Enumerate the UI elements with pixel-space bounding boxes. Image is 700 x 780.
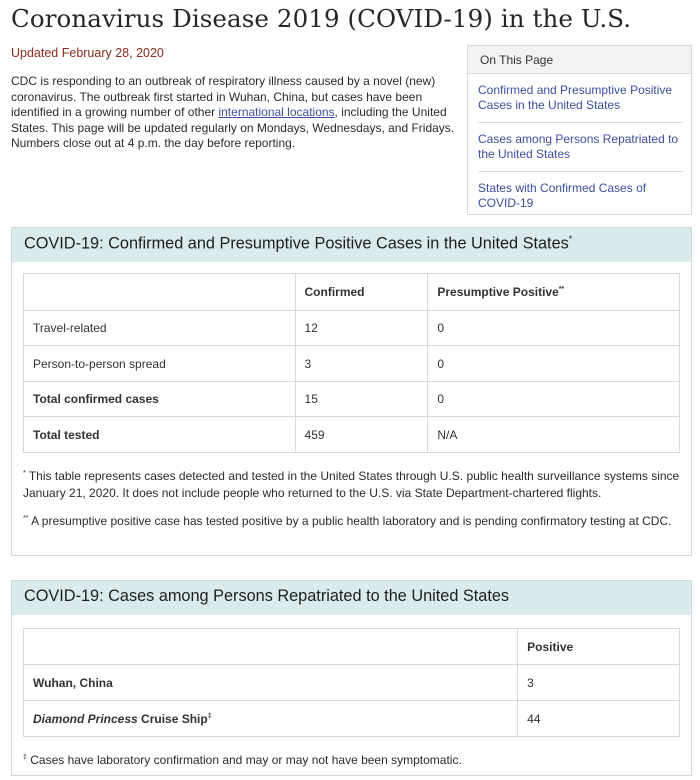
- ship-label-rest: Cruise Ship: [137, 711, 208, 726]
- confirmed-value: 459: [295, 417, 428, 453]
- table-row: [24, 417, 680, 453]
- international-locations-link[interactable]: international locations: [218, 105, 335, 120]
- on-this-page-heading: On This Page: [468, 46, 691, 74]
- column-header-presumptive: [428, 274, 680, 311]
- page-title: Coronavirus Disease 2019 (COVID-19) in the U.S.: [11, 4, 632, 33]
- intro-paragraph: [11, 74, 461, 152]
- card-title-asterisk: *: [568, 234, 573, 244]
- row-label: Total confirmed cases: [24, 382, 296, 417]
- presumptive-value: N/A: [428, 417, 680, 453]
- intro-text-end: , including the United States. This page will be updated regularly on Mondays, Wednesdays, and Fridays. Numbers close out at 4 p.m. the day before reporting.: [11, 105, 455, 151]
- double-dagger-mark: ‡: [207, 712, 212, 720]
- column-header-empty: [24, 629, 518, 665]
- table-row: [24, 382, 680, 417]
- column-header-positive: Positive: [518, 629, 680, 665]
- confirmed-cases-card-title-text: COVID-19: Confirmed and Presumptive Positive Cases in the United States: [24, 234, 569, 253]
- presumptive-value: 0: [428, 382, 680, 417]
- surveillance-footnote: [23, 465, 681, 502]
- footnote-mark: *: [23, 470, 26, 477]
- row-label: Travel-related: [24, 311, 296, 346]
- presumptive-value: 0: [428, 311, 680, 346]
- presumptive-footnote: [23, 510, 681, 530]
- row-label: [24, 701, 518, 737]
- otp-link-states[interactable]: States with Confirmed Cases of COVID-19: [478, 181, 647, 210]
- on-this-page-box: [467, 45, 692, 215]
- updated-date: Updated February 28, 2020: [11, 46, 164, 60]
- table-row: [24, 311, 680, 346]
- intro-text-start: CDC is responding to an outbreak of respiratory illness caused by a novel (new) coronavirus. The outbreak first started in Wuhan, China, but cases have been identified in a growing number of other: [11, 74, 436, 120]
- row-label: Wuhan, China: [24, 665, 518, 701]
- repatriated-cases-card: [11, 580, 692, 776]
- table-row: [24, 701, 680, 737]
- footnote-text: A presumptive positive case has tested positive by a public health laboratory and is pending confirmatory testing at CDC.: [28, 514, 672, 528]
- repatriated-cases-card-title: COVID-19: Cases among Persons Repatriated to the United States: [12, 581, 691, 615]
- row-label: Person-to-person spread: [24, 346, 296, 382]
- positive-value: 3: [518, 665, 680, 701]
- footnote-text: This table represents cases detected and tested in the United States through U.S. public health surveillance systems since January 21, 2020. It does not include people who returned to the U.S. via State Department-chartered flights.: [23, 469, 680, 500]
- footnote-mark: ‡: [23, 754, 27, 761]
- column-header-presumptive-text: Presumptive Positive: [437, 285, 559, 299]
- presumptive-footnote-mark: **: [558, 286, 565, 293]
- column-header-empty: [24, 274, 296, 311]
- table-row: [24, 665, 680, 701]
- row-label: Total tested: [24, 417, 296, 453]
- confirmed-value: 3: [295, 346, 428, 382]
- footnote-mark: **: [23, 515, 29, 522]
- presumptive-value: 0: [428, 346, 680, 382]
- ship-name-italic: Diamond Princess: [33, 711, 138, 726]
- confirmed-value: 15: [295, 382, 428, 417]
- lab-confirmation-footnote: [23, 749, 681, 769]
- column-header-confirmed: Confirmed: [295, 274, 428, 311]
- table-row: [24, 346, 680, 382]
- footnote-text: Cases have laboratory confirmation and may or may not have been symptomatic.: [26, 753, 462, 767]
- confirmed-cases-card-title: [12, 228, 691, 262]
- table-header-row: [24, 274, 680, 311]
- repatriated-cases-table: [23, 628, 680, 737]
- table-header-row: [24, 629, 680, 665]
- confirmed-cases-table: [23, 273, 680, 453]
- otp-link-repatriated-cases[interactable]: Cases among Persons Repatriated to the United States: [478, 123, 683, 172]
- confirmed-value: 12: [295, 311, 428, 346]
- positive-value: 44: [518, 701, 680, 737]
- confirmed-cases-card: [11, 227, 692, 556]
- otp-link-confirmed-cases[interactable]: Confirmed and Presumptive Positive Cases in the United States: [478, 74, 683, 123]
